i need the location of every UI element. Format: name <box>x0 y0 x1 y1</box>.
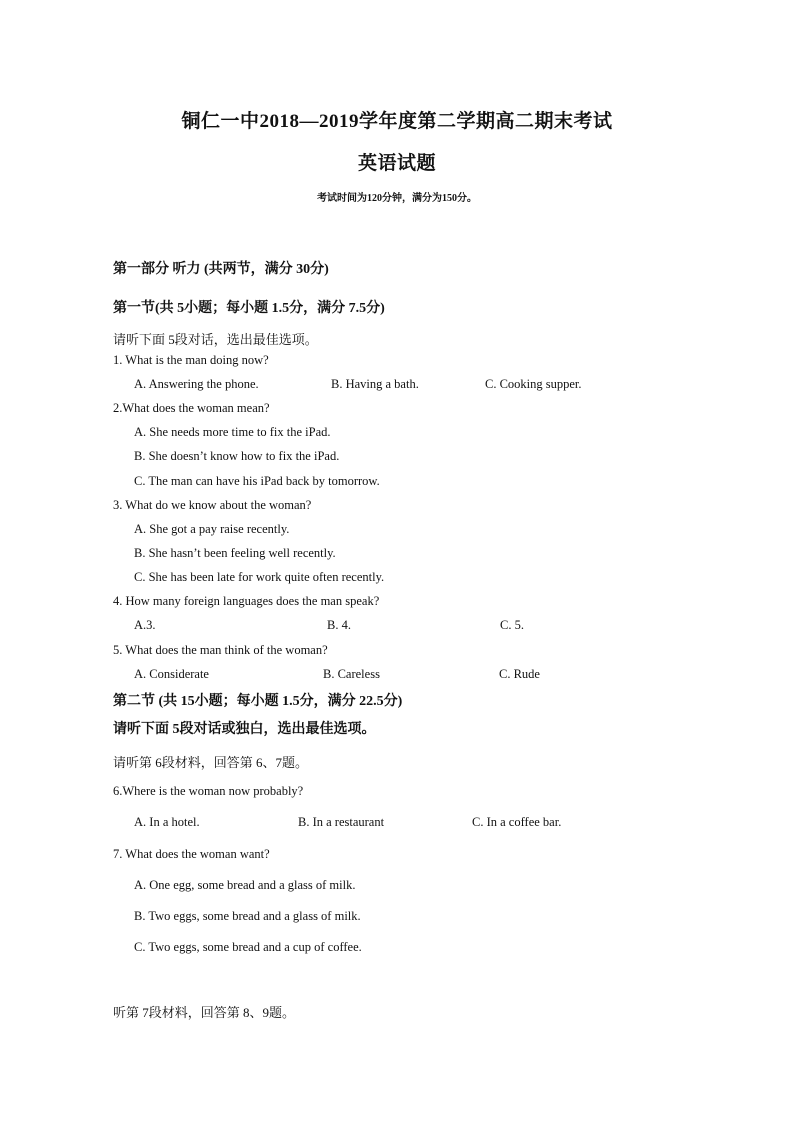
question-5-option-c: C. Rude <box>499 667 540 681</box>
question-4-option-b: B. 4. <box>327 618 351 632</box>
question-2-option-c: C. The man can have his iPad back by tomorrow. <box>134 474 380 488</box>
question-2-stem: 2.What does the woman mean? <box>113 401 270 415</box>
question-5-option-a: A. Considerate <box>134 667 209 681</box>
exam-title: 铜仁一中2018—2019学年度第二学期高二期末考试 <box>181 111 613 132</box>
question-6-option-b: B. In a restaurant <box>298 815 385 829</box>
question-6-option-a: A. In a hotel. <box>134 815 200 829</box>
question-1-option-c: C. Cooking supper. <box>485 377 582 391</box>
question-4-stem: 4. How many foreign languages does the man speak? <box>113 594 380 608</box>
question-6-stem: 6.Where is the woman now probably? <box>113 784 304 798</box>
question-7-option-c: C. Two eggs, some bread and a cup of coffee. <box>134 940 362 954</box>
question-3-option-a: A. She got a pay raise recently. <box>134 522 290 536</box>
question-4-option-c: C. 5. <box>500 618 524 632</box>
section2-instruction: 请听下面 5段对话或独白，选出最佳选项。 <box>113 722 376 737</box>
question-5-stem: 5. What does the man think of the woman? <box>113 643 328 657</box>
section1-heading: 第一节(共 5小题；每小题 1.5分，满分 7.5分) <box>113 301 385 316</box>
material-7-note: 听第 7段材料，回答第 8、9题。 <box>113 1005 296 1020</box>
question-1-stem: 1. What is the man doing now? <box>113 353 269 367</box>
exam-subtitle: 英语试题 <box>357 153 436 174</box>
question-2-option-a: A. She needs more time to fix the iPad. <box>134 425 331 439</box>
material-6-note: 请听第 6段材料，回答第 6、7题。 <box>113 755 309 770</box>
question-3-option-b: B. She hasn’t been feeling well recently. <box>134 546 336 560</box>
section1-instruction: 请听下面 5段对话，选出最佳选项。 <box>113 332 318 347</box>
section2-heading: 第二节 (共 15小题；每小题 1.5分，满分 22.5分) <box>113 694 403 709</box>
question-3-stem: 3. What do we know about the woman? <box>113 498 312 512</box>
exam-time-note: 考试时间为120分钟，满分为150分。 <box>317 193 477 204</box>
question-7-option-a: A. One egg, some bread and a glass of milk. <box>134 878 356 892</box>
question-7-option-b: B. Two eggs, some bread and a glass of milk. <box>134 909 361 923</box>
question-5-option-b: B. Careless <box>323 667 380 681</box>
question-7-stem: 7. What does the woman want? <box>113 847 270 861</box>
question-3-option-c: C. She has been late for work quite often recently. <box>134 570 385 584</box>
part1-heading: 第一部分 听力 (共两节，满分 30分) <box>113 262 329 277</box>
question-6-option-c: C. In a coffee bar. <box>472 815 562 829</box>
question-1-option-a: A. Answering the phone. <box>134 377 259 391</box>
question-4-option-a: A.3. <box>134 618 156 632</box>
question-2-option-b: B. She doesn’t know how to fix the iPad. <box>134 449 340 463</box>
question-1-option-b: B. Having a bath. <box>331 377 419 391</box>
